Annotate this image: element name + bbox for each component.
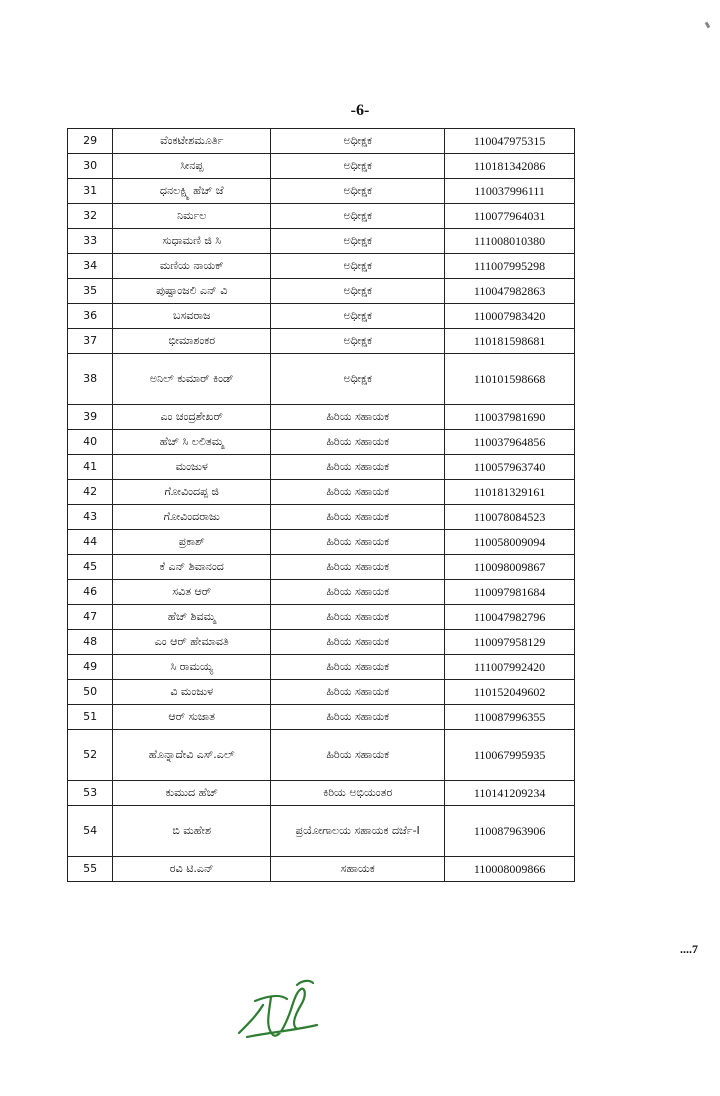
serial-number-cell: 49 (68, 655, 113, 680)
serial-number-cell: 51 (68, 705, 113, 730)
designation-cell: ಅಧೀಕ್ಷಕ (271, 229, 445, 254)
designation-cell: ಹಿರಿಯ ಸಹಾಯಕ (271, 680, 445, 705)
designation-cell: ಹಿರಿಯ ಸಹಾಯಕ (271, 555, 445, 580)
handwritten-signature (235, 975, 325, 1049)
table-row (68, 279, 575, 304)
employee-name-cell: ವಿ ಮಂಜುಳ (113, 680, 271, 705)
serial-number-cell: 35 (68, 279, 113, 304)
serial-number-cell: 31 (68, 179, 113, 204)
kgid-number-cell: 110141209234 (445, 781, 575, 806)
designation-cell: ಹಿರಿಯ ಸಹಾಯಕ (271, 630, 445, 655)
continuation-marker: ....7 (680, 942, 698, 956)
table-row (68, 154, 575, 179)
table-row (68, 480, 575, 505)
designation-cell: ಹಿರಿಯ ಸಹಾಯಕ (271, 655, 445, 680)
employee-name-cell: ಸೀನಪ್ಪ (113, 154, 271, 179)
table-row (68, 129, 575, 154)
table-row (68, 630, 575, 655)
employee-name-cell: ರವಿ ಟಿ.ಎನ್ (113, 857, 271, 882)
employee-name-cell: ಮಣಿಯ ನಾಯಕ್ (113, 254, 271, 279)
page-number: -6- (350, 102, 370, 119)
serial-number-cell: 54 (68, 806, 113, 857)
employee-name-cell: ಸುಧಾಮಣಿ ಜಿ ಸಿ (113, 229, 271, 254)
table-row (68, 455, 575, 480)
employee-name-cell: ಗೋವಿಂದಪ್ಪ ಜಿ (113, 480, 271, 505)
designation-cell: ಅಧೀಕ್ಷಕ (271, 354, 445, 405)
employee-name-cell: ನಿರ್ಮಲ (113, 204, 271, 229)
table-row (68, 781, 575, 806)
scan-speck (705, 22, 711, 29)
serial-number-cell: 40 (68, 430, 113, 455)
kgid-number-cell: 110087996355 (445, 705, 575, 730)
table-row (68, 254, 575, 279)
designation-cell: ಸಹಾಯಕ (271, 857, 445, 882)
designation-cell: ಹಿರಿಯ ಸಹಾಯಕ (271, 505, 445, 530)
table-row (68, 605, 575, 630)
serial-number-cell: 48 (68, 630, 113, 655)
kgid-number-cell: 110101598668 (445, 354, 575, 405)
kgid-number-cell: 110078084523 (445, 505, 575, 530)
employee-name-cell: ಸಿ ರಾಮಯ್ಯ (113, 655, 271, 680)
serial-number-cell: 36 (68, 304, 113, 329)
employee-name-cell: ಆರ್ ಸುಜಾತ (113, 705, 271, 730)
employee-name-cell: ಕುಮುದ ಹೆಚ್ (113, 781, 271, 806)
kgid-number-cell: 110077964031 (445, 204, 575, 229)
employee-name-cell: ಮಂಜುಳ (113, 455, 271, 480)
serial-number-cell: 46 (68, 580, 113, 605)
table-row (68, 505, 575, 530)
employee-name-cell: ಕೆ ಎನ್ ಶಿವಾನಂದ (113, 555, 271, 580)
kgid-number-cell: 110087963906 (445, 806, 575, 857)
kgid-number-cell: 110098009867 (445, 555, 575, 580)
table-row (68, 580, 575, 605)
kgid-number-cell: 110152049602 (445, 680, 575, 705)
employee-name-cell: ಪುಷ್ಪಾಂಜಲಿ ಎನ್ ವಿ (113, 279, 271, 304)
employee-name-cell: ಹೆಚ್ ಸಿ ಲಲಿತಮ್ಮ (113, 430, 271, 455)
employee-name-cell: ಹೊನ್ನಾದೇವಿ ಎಸ್.ಎಲ್ (113, 730, 271, 781)
serial-number-cell: 52 (68, 730, 113, 781)
table-row (68, 806, 575, 857)
kgid-number-cell: 110037996111 (445, 179, 575, 204)
employee-name-cell: ವೆಂಕಟೇಶಮೂರ್ತಿ (113, 129, 271, 154)
table-row (68, 304, 575, 329)
serial-number-cell: 41 (68, 455, 113, 480)
kgid-number-cell: 110047982863 (445, 279, 575, 304)
employee-name-cell: ಹೆಚ್ ಶಿವಮ್ಮ (113, 605, 271, 630)
designation-cell: ಹಿರಿಯ ಸಹಾಯಕ (271, 405, 445, 430)
table-row (68, 430, 575, 455)
designation-cell: ಅಧೀಕ್ಷಕ (271, 279, 445, 304)
table-row (68, 705, 575, 730)
employee-name-cell: ಧನಲಕ್ಷ್ಮಿ ಹೆಚ್ ಜೆ (113, 179, 271, 204)
employee-name-cell: ಎಂ ಚಂದ್ರಶೇಖರ್ (113, 405, 271, 430)
employee-name-cell: ಅನಿಲ್ ಕುಮಾರ್ ಕಿಂಡ್ (113, 354, 271, 405)
designation-cell: ಅಧೀಕ್ಷಕ (271, 254, 445, 279)
kgid-number-cell: 110181329161 (445, 480, 575, 505)
table-row (68, 405, 575, 430)
designation-cell: ಅಧೀಕ್ಷಕ (271, 179, 445, 204)
kgid-number-cell: 110047982796 (445, 605, 575, 630)
table-row (68, 204, 575, 229)
table-row (68, 229, 575, 254)
designation-cell: ಅಧೀಕ್ಷಕ (271, 329, 445, 354)
kgid-number-cell: 110037964856 (445, 430, 575, 455)
employee-name-cell: ಗೋವಿಂದರಾಜು (113, 505, 271, 530)
table-row (68, 354, 575, 405)
kgid-number-cell: 110181342086 (445, 154, 575, 179)
serial-number-cell: 38 (68, 354, 113, 405)
designation-cell: ಹಿರಿಯ ಸಹಾಯಕ (271, 530, 445, 555)
table-row (68, 329, 575, 354)
table-row (68, 555, 575, 580)
serial-number-cell: 50 (68, 680, 113, 705)
designation-cell: ಅಧೀಕ್ಷಕ (271, 154, 445, 179)
kgid-number-cell: 110008009866 (445, 857, 575, 882)
serial-number-cell: 30 (68, 154, 113, 179)
serial-number-cell: 34 (68, 254, 113, 279)
kgid-number-cell: 110057963740 (445, 455, 575, 480)
designation-cell: ಹಿರಿಯ ಸಹಾಯಕ (271, 580, 445, 605)
employee-name-cell: ಎಂ ಆರ್ ಹೇಮಾವತಿ (113, 630, 271, 655)
serial-number-cell: 47 (68, 605, 113, 630)
designation-cell: ಪ್ರಯೋಗಾಲಯ ಸಹಾಯಕ ದರ್ಜೆ-I (271, 806, 445, 857)
serial-number-cell: 33 (68, 229, 113, 254)
signature-drawing (235, 975, 325, 1045)
table-row (68, 655, 575, 680)
designation-cell: ಅಧೀಕ್ಷಕ (271, 129, 445, 154)
serial-number-cell: 32 (68, 204, 113, 229)
table-row (68, 730, 575, 781)
staff-table (67, 128, 575, 882)
employee-name-cell: ಬಸವರಾಜ (113, 304, 271, 329)
table-row (68, 179, 575, 204)
staff-table-body (68, 129, 575, 882)
serial-number-cell: 29 (68, 129, 113, 154)
kgid-number-cell: 110058009094 (445, 530, 575, 555)
kgid-number-cell: 110067995935 (445, 730, 575, 781)
serial-number-cell: 37 (68, 329, 113, 354)
designation-cell: ಹಿರಿಯ ಸಹಾಯಕ (271, 730, 445, 781)
kgid-number-cell: 110047975315 (445, 129, 575, 154)
employee-name-cell: ಪ್ರಕಾಶ್ (113, 530, 271, 555)
kgid-number-cell: 111007992420 (445, 655, 575, 680)
employee-name-cell: ಬಿ ಮಹೇಶ (113, 806, 271, 857)
kgid-number-cell: 110037981690 (445, 405, 575, 430)
kgid-number-cell: 111008010380 (445, 229, 575, 254)
kgid-number-cell: 111007995298 (445, 254, 575, 279)
table-row (68, 530, 575, 555)
designation-cell: ಅಧೀಕ್ಷಕ (271, 304, 445, 329)
kgid-number-cell: 110181598681 (445, 329, 575, 354)
serial-number-cell: 44 (68, 530, 113, 555)
kgid-number-cell: 110007983420 (445, 304, 575, 329)
table-row (68, 857, 575, 882)
designation-cell: ಹಿರಿಯ ಸಹಾಯಕ (271, 705, 445, 730)
serial-number-cell: 39 (68, 405, 113, 430)
kgid-number-cell: 110097958129 (445, 630, 575, 655)
table-row (68, 680, 575, 705)
designation-cell: ಹಿರಿಯ ಸಹಾಯಕ (271, 480, 445, 505)
serial-number-cell: 55 (68, 857, 113, 882)
serial-number-cell: 53 (68, 781, 113, 806)
designation-cell: ಹಿರಿಯ ಸಹಾಯಕ (271, 430, 445, 455)
serial-number-cell: 45 (68, 555, 113, 580)
designation-cell: ಹಿರಿಯ ಸಹಾಯಕ (271, 455, 445, 480)
designation-cell: ಕಿರಿಯ ಅಭಿಯಂತರ (271, 781, 445, 806)
serial-number-cell: 42 (68, 480, 113, 505)
designation-cell: ಹಿರಿಯ ಸಹಾಯಕ (271, 605, 445, 630)
employee-name-cell: ಸವಿತ ಆರ್ (113, 580, 271, 605)
serial-number-cell: 43 (68, 505, 113, 530)
designation-cell: ಅಧೀಕ್ಷಕ (271, 204, 445, 229)
kgid-number-cell: 110097981684 (445, 580, 575, 605)
employee-name-cell: ಭೀಮಾಶಂಕರ (113, 329, 271, 354)
